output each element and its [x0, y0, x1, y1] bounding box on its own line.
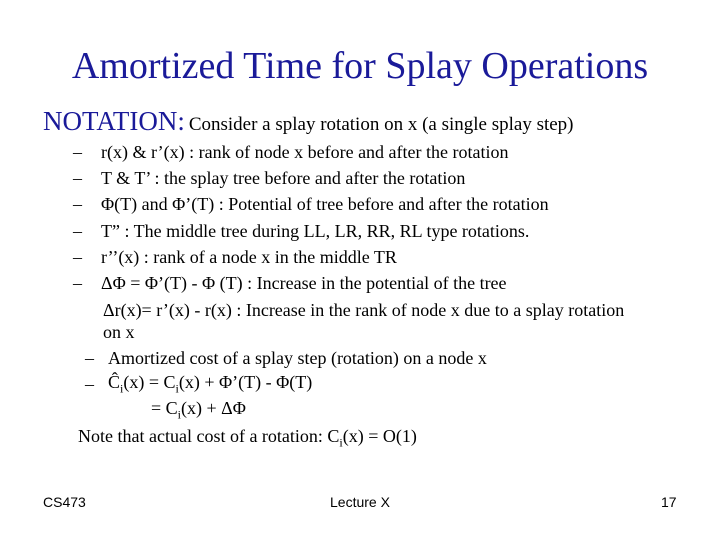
bullet-tree: T & T’ : the splay tree before and after the rotation: [101, 168, 466, 188]
bullet-rank: r(x) & r’(x) : rank of node x before and after the rotation: [101, 142, 509, 162]
delta-r-line-2: on x: [103, 322, 135, 342]
notation-text: Consider a splay rotation on x (a single splay step): [188, 114, 574, 135]
bullet-dash: –: [73, 247, 82, 267]
formula-amortized: $Ĉ_i(x) = C_i(x)$ + Φ’(T) - Φ(T): [108, 372, 313, 396]
bullet-dash: –: [73, 194, 82, 214]
bullet-middle-tree: T” : The middle tree during LL, LR, RR, RL type rotations.: [101, 221, 530, 241]
slide-title: Amortized Time for Splay Operations: [71, 45, 649, 87]
bullet-dash: –: [85, 348, 94, 368]
bullet-dash: –: [73, 168, 82, 188]
bullet-dash: –: [85, 374, 94, 394]
formula-amortized-delta: = $C_i(x) + \Delta\Phi$: [151, 398, 246, 422]
bullet-dash: –: [73, 221, 82, 241]
footer-page-number: 17: [661, 494, 677, 510]
note-actual-cost: Note that actual cost of a rotation: $C_i(x) = O(1)$: [78, 426, 417, 450]
notation-label: NOTATION:: [43, 106, 185, 136]
footer-course: CS473: [43, 494, 86, 510]
bullet-dash: –: [73, 142, 82, 162]
notation-line: [43, 106, 574, 137]
delta-r-line-1: Δr(x)= r’(x) - r(x) : Increase in the rank of node x due to a splay rotation: [103, 300, 625, 320]
bullet-dash: –: [73, 273, 82, 293]
bullet-middle-rank: r’’(x) : rank of a node x in the middle TR: [101, 247, 397, 267]
bullet-amortized-cost: Amortized cost of a splay step (rotation) on a node x: [108, 348, 487, 368]
bullet-potential: Φ(T) and Φ’(T) : Potential of tree before and after the rotation: [101, 194, 549, 214]
footer-lecture: Lecture X: [330, 494, 390, 510]
bullet-delta-phi: ΔΦ = Φ’(T) - Φ (T) : Increase in the potential of the tree: [101, 273, 507, 293]
